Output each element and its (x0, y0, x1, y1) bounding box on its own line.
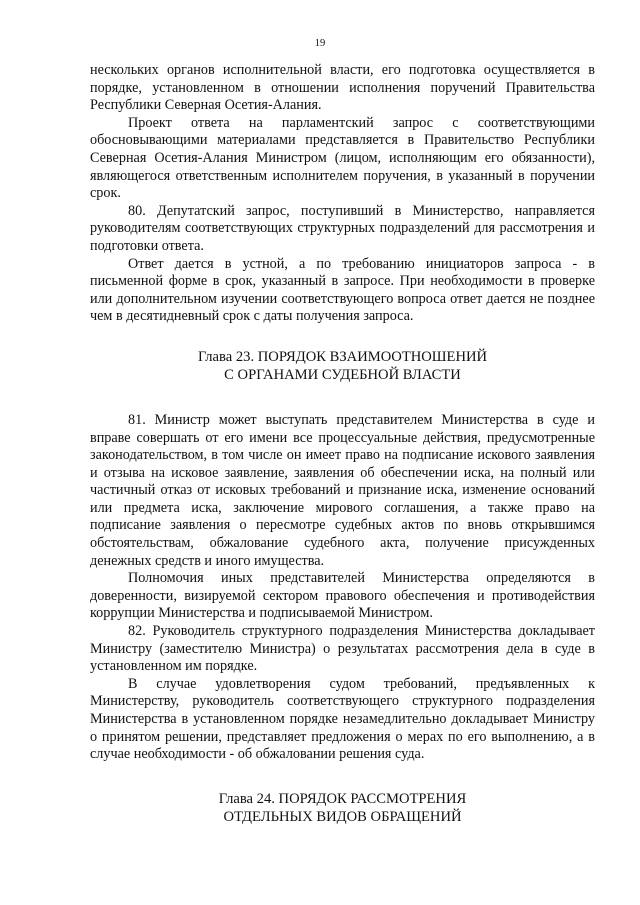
document-body (90, 62, 595, 826)
paragraph-80: 80. Депутатский запрос, поступивший в Министерство, направляется руководителям соответствующих структурных подразделений для рассмотрения и подготовки ответа. (90, 202, 595, 254)
chapter-23-heading (90, 348, 595, 384)
chapter-24-title-line1: Глава 24. ПОРЯДОК РАССМОТРЕНИЯ (218, 790, 467, 807)
chapter-23-title-line2: С ОРГАНАМИ СУДЕБНОЙ ВЛАСТИ (224, 366, 461, 383)
paragraph-82: 82. Руководитель структурного подразделения Министерства докладывает Министру (заместителю Министра) о результатах рассмотрения дела в суде в установленном им порядке. (90, 623, 595, 675)
paragraph: Проект ответа на парламентский запрос с соответствующими обосновывающими материалами представляется в Правительство Республики Северная Осетия-Алания Министром (лицом, исполняющим его обязанности), являющегося ответственным исполнителем поручения, в указанный в поручении срок. (90, 114, 595, 202)
chapter-24-title-line2: ОТДЕЛЬНЫХ ВИДОВ ОБРАЩЕНИЙ (223, 808, 462, 825)
paragraph: Ответ дается в устной, а по требованию инициаторов запроса - в письменной форме в срок, указанный в запросе. При необходимости в проверке или дополнительном изучении соответствующего вопроса ответ дается не позднее чем в десятидневный срок с даты получения запроса. (90, 255, 595, 325)
paragraph-81: 81. Министр может выступать представителем Министерства в суде и вправе совершать от его имени все процессуальные действия, предусмотренные законодательством, в том числе он имеет право на подписание искового заявления и отзыва на исковое заявление, заявления об обеспечении иска, на полный или частичный отказ от исковых требований и признание иска, изменение оснований или предмета иска, заключение мирового соглашения, а также право на подписание заявления о пересмотре судебных актов по вновь открывшимся обстоятельствам, обжалование судебного акта, получение присужденных денежных средств и иного имущества. (90, 411, 595, 569)
paragraph: нескольких органов исполнительной власти, его подготовка осуществляется в порядке, установленном в отношении исполнения поручений Правительства Республики Северная Осетия-Алания. (90, 62, 595, 114)
page-number: 19 (314, 38, 326, 49)
chapter-23-title-line1: Глава 23. ПОРЯДОК ВЗАИМООТНОШЕНИЙ (197, 348, 488, 365)
paragraph: В случае удовлетворения судом требований, предъявленных к Министерству, руководитель соответствующего структурного подразделения Министерства в установленном порядке незамедлительно докладывает Министру о принятом решении, представляет предложения о мерах по его выполнению, а в случае необходимости - об обжаловании решения суда. (90, 675, 595, 763)
paragraph: Полномочия иных представителей Министерства определяются в доверенности, визируемой сектором правового обеспечения и противодействия коррупции Министерства и подписываемой Министром. (90, 570, 595, 622)
chapter-24-heading (90, 790, 595, 826)
